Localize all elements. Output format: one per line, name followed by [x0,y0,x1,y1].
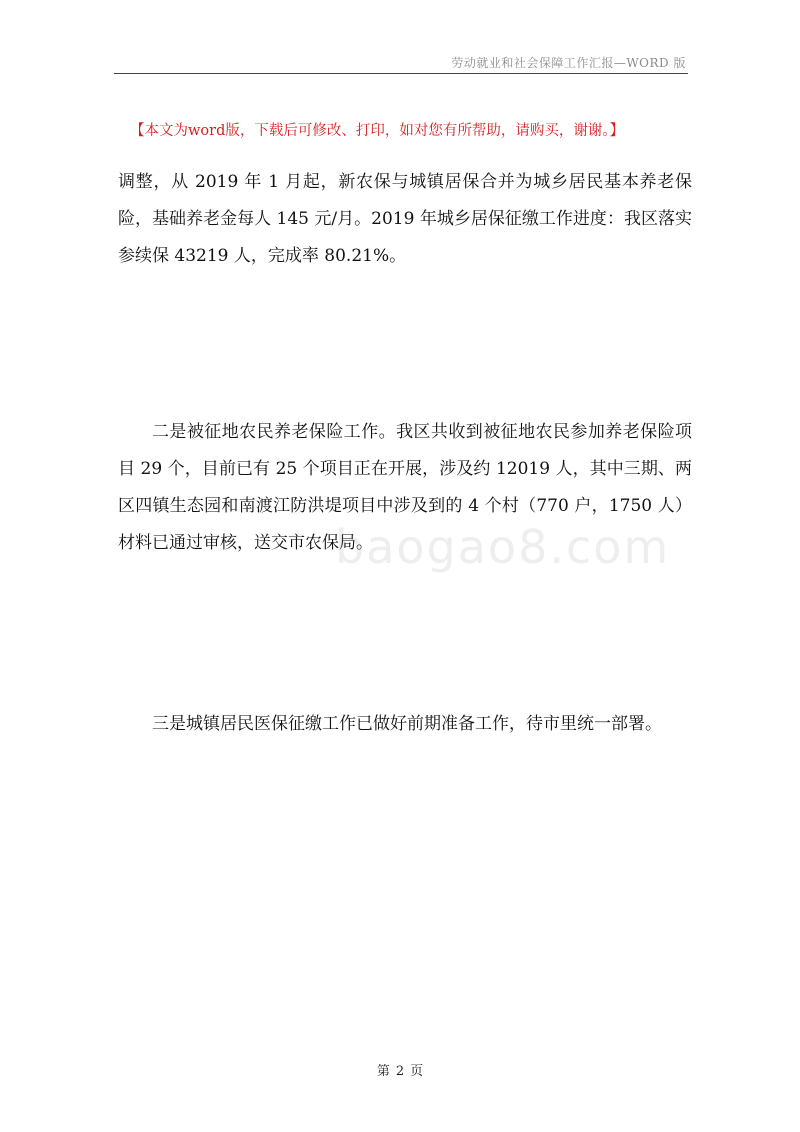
page-number: 2 [395,1064,405,1079]
paragraph-2: 二是被征地农民养老保险工作。我区共收到被征地农民参加养老保险项目 29 个，目前已有 25 个项目正在开展，涉及约 12019 人，其中三期、两区四镇生态园和南渡江防洪堤项目中涉及到的 4 个村（770 户，1750 人）材料已通过审核，送交市农保局。 [118,422,692,553]
page-footer [0,1060,800,1079]
footer-suffix: 页 [410,1064,424,1079]
header-divider [114,73,688,74]
purchase-notice: 【本文为word版，下载后可修改、打印，如对您有所帮助，请购买，谢谢。】 [130,123,625,139]
paragraph-3: 三是城镇居民医保征缴工作已做好前期准备工作，待市里统一部署。 [152,714,662,734]
page-header-title: 劳动就业和社会保障工作汇报—WORD 版 [451,56,686,70]
footer-prefix: 第 [376,1064,390,1079]
watermark: baogao8.com [335,520,671,574]
paragraph-1: 调整，从 2019 年 1 月起，新农保与城镇居保合并为城乡居民基本养老保险，基础养老金每人 145 元/月。2019 年城乡居保征缴工作进度：我区落实参续保 43219 人，完成率 80.21%。 [118,172,692,266]
